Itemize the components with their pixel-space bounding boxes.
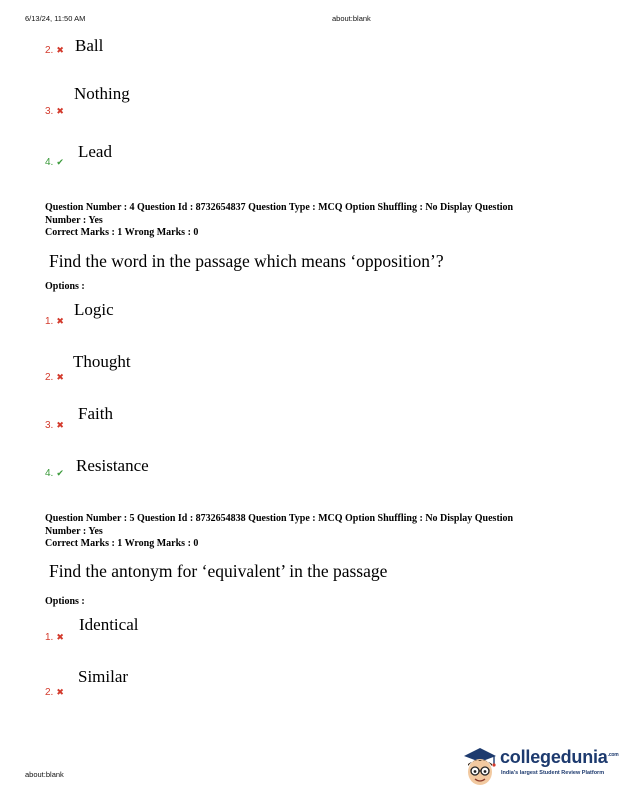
option-text: Logic [74, 300, 114, 319]
question-marks: Correct Marks : 1 Wrong Marks : 0 [45, 227, 199, 238]
collegedunia-logo [460, 744, 619, 790]
option-number: 2. ✖ [45, 372, 64, 383]
question-meta-line: Number : Yes [45, 525, 103, 537]
question-meta [45, 513, 575, 551]
option-text: Identical [79, 615, 139, 634]
option-number: 1. ✖ [45, 316, 64, 327]
options-label: Options : [45, 281, 85, 292]
cross-icon: ✖ [56, 421, 64, 431]
print-url: about:blank [332, 14, 371, 23]
option-text: Ball [75, 36, 104, 55]
mascot-icon [460, 744, 500, 790]
logo-tagline: India's largest Student Review Platform [501, 770, 605, 776]
check-icon: ✔ [56, 158, 64, 168]
question-text: Find the word in the passage which means ‘opposition’? [49, 251, 444, 271]
cross-icon: ✖ [56, 317, 64, 327]
option-text: Similar [78, 667, 129, 686]
option-text: Nothing [74, 84, 130, 103]
question-text: Find the antonym for ‘equivalent’ in the passage [49, 561, 388, 581]
question-meta-line: Question Number : 4 Question Id : 8732654837 Question Type : MCQ Option Shuffling : No Display Question [45, 202, 514, 213]
option-number: 3. ✖ [45, 420, 64, 431]
option-number: 3. ✖ [45, 106, 64, 117]
option-text: Lead [78, 142, 112, 161]
option-number: 1. ✖ [45, 632, 64, 643]
option-number: 4. ✔ [45, 468, 64, 479]
option-number: 2. ✖ [45, 45, 64, 56]
logo-trademark: .com [607, 752, 619, 758]
footer-url: about:blank [25, 770, 64, 779]
print-datetime: 6/13/24, 11:50 AM [25, 14, 86, 23]
cross-icon: ✖ [56, 46, 64, 56]
cross-icon: ✖ [56, 373, 64, 383]
option-text: Resistance [76, 456, 149, 475]
question-marks: Correct Marks : 1 Wrong Marks : 0 [45, 538, 199, 549]
question-meta-line: Question Number : 5 Question Id : 8732654838 Question Type : MCQ Option Shuffling : No Display Question [45, 513, 514, 524]
options-label: Options : [45, 596, 85, 607]
logo-wordmark [500, 747, 619, 768]
option-number: 2. ✖ [45, 687, 64, 698]
option-number: 4. ✔ [45, 157, 64, 168]
cross-icon: ✖ [56, 107, 64, 117]
option-text: Faith [78, 404, 113, 423]
question-meta-line: Number : Yes [45, 214, 103, 226]
question-meta [45, 202, 575, 240]
logo-name: collegedunia [500, 747, 608, 767]
cross-icon: ✖ [56, 688, 64, 698]
option-text: Thought [73, 352, 131, 371]
cross-icon: ✖ [56, 633, 64, 643]
check-icon: ✔ [56, 469, 64, 479]
